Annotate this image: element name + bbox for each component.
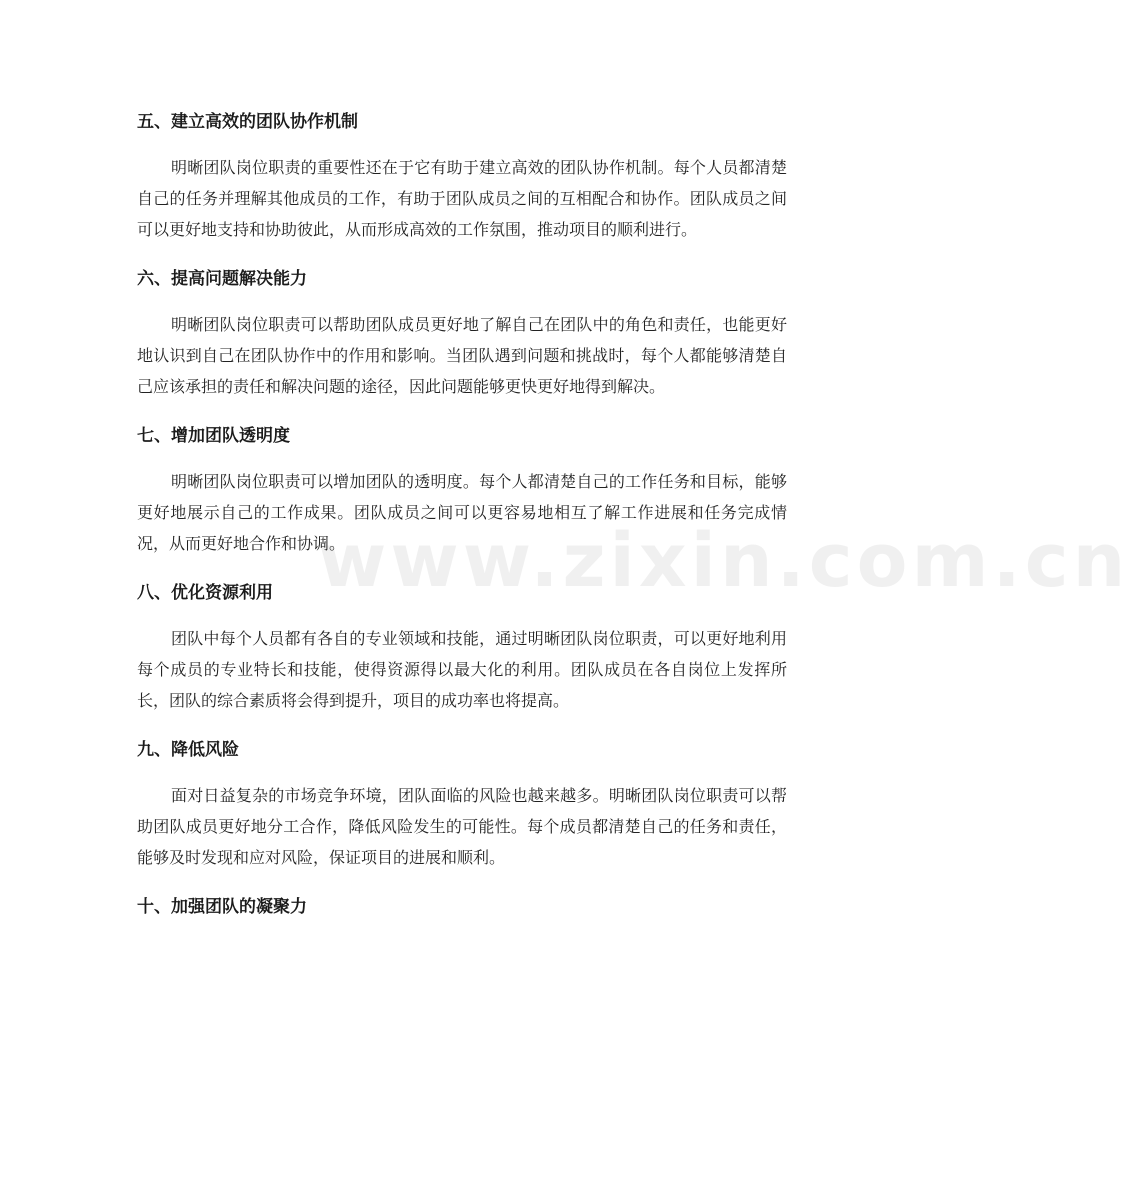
section-heading: 七、增加团队透明度: [137, 426, 290, 446]
section-heading: 八、优化资源利用: [137, 583, 273, 603]
section-8: [137, 575, 787, 716]
section-10: [137, 889, 787, 925]
section-heading: 五、建立高效的团队协作机制: [137, 112, 358, 132]
section-heading: 九、降低风险: [137, 740, 239, 760]
section-paragraph: 面对日益复杂的市场竞争环境，团队面临的风险也越来越多。明晰团队岗位职责可以帮助团队成员更好地分工合作，降低风险发生的可能性。每个成员都清楚自己的任务和责任，能够及时发现和应对风险，保证项目的进展和顺利。: [137, 786, 787, 867]
section-heading: 十、加强团队的凝聚力: [137, 897, 307, 917]
section-paragraph: 明晰团队岗位职责可以增加团队的透明度。每个人都清楚自己的工作任务和目标，能够更好地展示自己的工作成果。团队成员之间可以更容易地相互了解工作进展和任务完成情况，从而更好地合作和协调。: [137, 472, 787, 553]
watermark: www.zixin.com.cn: [318, 518, 1129, 604]
document-body: [137, 104, 787, 937]
section-7: [137, 418, 787, 559]
section-paragraph: 团队中每个人员都有各自的专业领域和技能，通过明晰团队岗位职责，可以更好地利用每个成员的专业特长和技能，使得资源得以最大化的利用。团队成员在各自岗位上发挥所长，团队的综合素质将会得到提升，项目的成功率也将提高。: [137, 629, 787, 710]
section-6: [137, 261, 787, 402]
section-paragraph: 明晰团队岗位职责的重要性还在于它有助于建立高效的团队协作机制。每个人员都清楚自己的任务并理解其他成员的工作，有助于团队成员之间的互相配合和协作。团队成员之间可以更好地支持和协助彼此，从而形成高效的工作氛围，推动项目的顺利进行。: [137, 158, 787, 239]
section-9: [137, 732, 787, 873]
section-5: [137, 104, 787, 245]
section-heading: 六、提高问题解决能力: [137, 269, 307, 289]
section-paragraph: 明晰团队岗位职责可以帮助团队成员更好地了解自己在团队中的角色和责任，也能更好地认识到自己在团队协作中的作用和影响。当团队遇到问题和挑战时，每个人都能够清楚自己应该承担的责任和解决问题的途径，因此问题能够更快更好地得到解决。: [137, 315, 787, 396]
